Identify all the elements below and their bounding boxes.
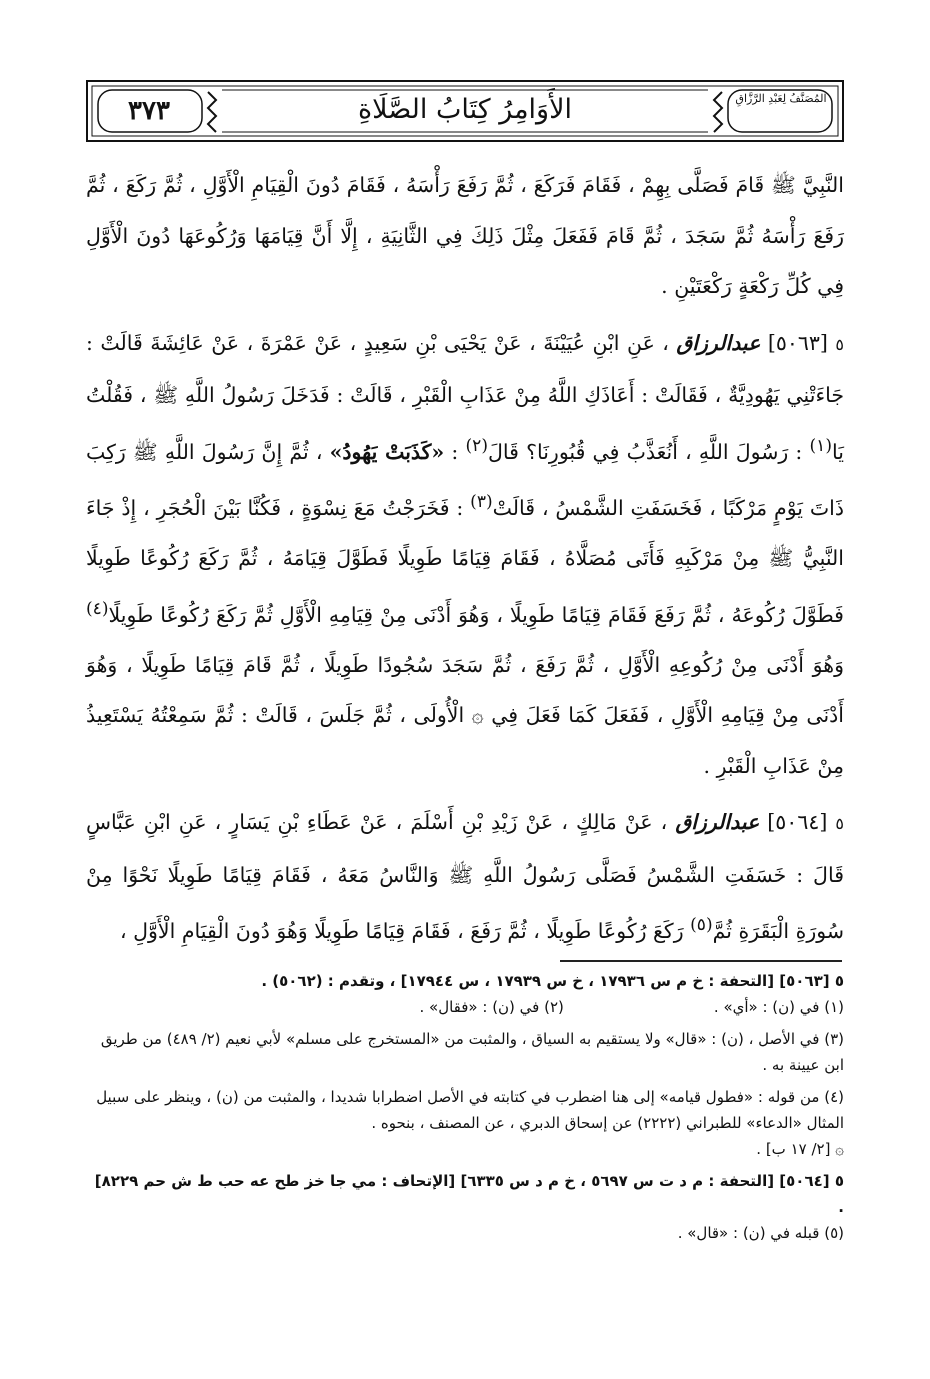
hadith-text: ، ثُمَّ إِنَّ رَسُولَ اللَّهِ ﷺ رَكِبَ ذَاتَ يَوْمٍ مَرْكَبًا ، فَخَسَفَتِ الشَّمْسُ ، قَالَتْ [86, 439, 844, 520]
folio-note: ۞ [٢/ ١٧ ب] . [756, 1140, 844, 1158]
footnote-ref: (٢) [465, 435, 488, 456]
footnote-ref: (٥) [690, 915, 713, 936]
hadith-5064 [86, 797, 844, 956]
page-number: ٣٧٣ [128, 96, 170, 126]
footnotes [86, 968, 844, 1246]
footnote-2: (٢) في (ن) : «فقال» . [419, 998, 564, 1016]
footnote-row [86, 994, 844, 1020]
running-title: الأَوَامِرُ كِتَابُ الصَّلَاةِ [357, 94, 572, 125]
hadith-text: الْأُولَى ، ثُمَّ جَلَسَ ، قَالَتْ : ثُمَّ سَمِعْتُهُ يَسْتَعِيذُ مِنْ عَذَابِ الْقَبْرِ . [86, 703, 844, 778]
hadith-text: وَهُوَ أَدْنَى مِنْ رُكُوعِهِ الْأَوَّلِ ، ثُمَّ رَفَعَ ، ثُمَّ سَجَدَ سُجُودًا طَوِيلًا ، ثُمَّ قَامَ قِيَامًا طَوِيلًا ، وَهُوَ أَدْنَى مِنْ قِيَامِهِ الْأَوَّلِ ، فَفَعَلَ كَمَا فَعَلَ فِي [86, 652, 844, 728]
source-note-5064: ٥ [٥٠٦٤] [التحفة : م د ت س ٥٦٩٧ ، خ م د س ٦٣٣٥] [الإتحاف : مي جا خز طح عه حب ط ش حم ٨٢٢٩] . [94, 1172, 844, 1216]
hadith-marker: ٥ [835, 334, 844, 354]
hadith-text: : رَسُولَ اللَّهِ ، أَنُعَذَّبُ فِي قُبُورِنَا؟ قَالَ [488, 439, 803, 464]
footnote-ref: (١) [809, 435, 833, 456]
footnote-ref: (٣) [470, 491, 493, 512]
hadith-text: رَكَعَ رُكُوعًا طَوِيلًا ، ثُمَّ رَفَعَ ، فَقَامَ قِيَامًا طَوِيلًا وَهُوَ دُونَ الْقِيَامِ الْأَوَّلِ ، [120, 919, 684, 944]
quoted-saying: «كَذَبَتْ يَهُودُ» [329, 439, 445, 464]
narrator-name: عبدالرزاق [675, 810, 760, 835]
hadith-5063 [86, 318, 844, 792]
hadith-number: [٥٠٦٣] [767, 330, 828, 355]
hadith-number: [٥٠٦٤] [767, 810, 828, 835]
hadith-text: ، عَنْ مَالِكٍ ، عَنْ زَيْدِ بْنِ أَسْلَمَ ، عَنْ عَطَاءِ بْنِ يَسَارٍ ، عَنِ ابْنِ عَبَّاسٍ قَالَ : خَسَفَتِ الشَّمْسُ فَصَلَّى رَسُولُ اللَّهِ ﷺ وَالنَّاسُ مَعَهُ ، فَقَامَ قِيَامًا طَوِيلًا نَحْوًا مِنْ سُورَةِ الْبَقَرَةِ ثُمَّ [86, 810, 844, 944]
book-logo: المُصَنَّفُ لِعَبْدِ الرَّزَّاقِ [735, 92, 827, 105]
source-note-5063: ٥ [٥٠٦٣] [التحفة : خ م س ١٧٩٣٦ ، خ س ١٧٩٣٩ ، س ١٧٩٤٤] ، وتقدم : (٥٠٦٢) . [261, 972, 844, 990]
footnote-rule [560, 960, 842, 962]
hadith-text: : فَخَرَجْتُ مَعَ نِسْوَةٍ ، فَكُنَّا بَيْنَ الْحُجَرِ ، إِذْ جَاءَ النَّبِيُّ ﷺ مِنْ مَرْكَبِهِ فَأَتَى مُصَلَّاهُ ، فَقَامَ قِيَامًا طَوِيلًا فَطَوَّلَ قِيَامَهُ ، ثُمَّ رَكَعَ رُكُوعًا طَوِيلًا فَطَوَّلَ رُكُوعَهُ ، ثُمَّ رَفَعَ فَقَامَ قِيَامًا طَوِيلًا ، وَهُوَ أَدْنَى مِنْ قِيَامِهِ الْأَوَّلِ ثُمَّ رَكَعَ رُكُوعًا طَوِيلًا [86, 495, 844, 627]
footnote-ref: (٤) [86, 598, 109, 619]
hadith-text: : [451, 439, 459, 464]
footnote-1: (١) في (ن) : «أي» . [713, 998, 844, 1016]
footnote-5: (٥) قبله في (ن) : «قال» . [677, 1224, 844, 1242]
folio-mark: ۞ [471, 703, 484, 728]
hadith-marker: ٥ [835, 814, 844, 834]
narrator-name: عبدالرزاق [676, 330, 761, 355]
hadith-text: ، عَنِ ابْنِ عُيَيْنَةَ ، عَنْ يَحْيَى بْنِ سَعِيدٍ ، عَنْ عَمْرَةَ ، عَنْ عَائِشَةَ قَالَتْ : جَاءَتْنِي يَهُودِيَّةٌ ، فَقَالَتْ : أَعَاذَكِ اللَّهُ مِنْ عَذَابِ الْقَبْرِ ، قَالَتْ : فَدَخَلَ رَسُولُ اللَّهِ ﷺ ، فَقُلْتُ يَا [86, 330, 844, 464]
footnote-4: (٤) من قوله : «فطول قيامه» إلى هنا اضطرب في كتابته في الأصل اضطرابا شديدا ، والمثبت من (ن) ، وينظر على سبيل المثال «الدعاء» للطبراني (٢٢٢٢) عن إسحاق الدبري ، عن المصنف ، بنحوه . [96, 1088, 844, 1132]
footnote-3: (٣) في الأصل ، (ن) : «قال» ولا يستقيم به السياق ، والمثبت من «المستخرج على مسلم» لأبي نعيم (٢/ ٤٨٩) من طريق ابن عيينة به . [100, 1030, 844, 1074]
continued-paragraph: النَّبِيَّ ﷺ قَامَ فَصَلَّى بِهِمْ ، فَقَامَ فَرَكَعَ ، ثُمَّ رَفَعَ رَأْسَهُ ، فَقَامَ دُونَ الْقِيَامِ الْأَوَّلِ ، ثُمَّ رَكَعَ ، ثُمَّ رَفَعَ رَأْسَهُ ثُمَّ سَجَدَ ، ثُمَّ قَامَ فَفَعَلَ مِثْلَ ذَلِكَ فِي الثَّانِيَةِ ، إِلَّا أَنَّ قِيَامَهَا وَرُكُوعَهَا دُونَ الْأَوَّلِ فِي كُلِّ رَكْعَةٍ رَكْعَتَيْنِ . [86, 173, 844, 298]
main-text [86, 160, 844, 957]
page-header [86, 80, 844, 142]
